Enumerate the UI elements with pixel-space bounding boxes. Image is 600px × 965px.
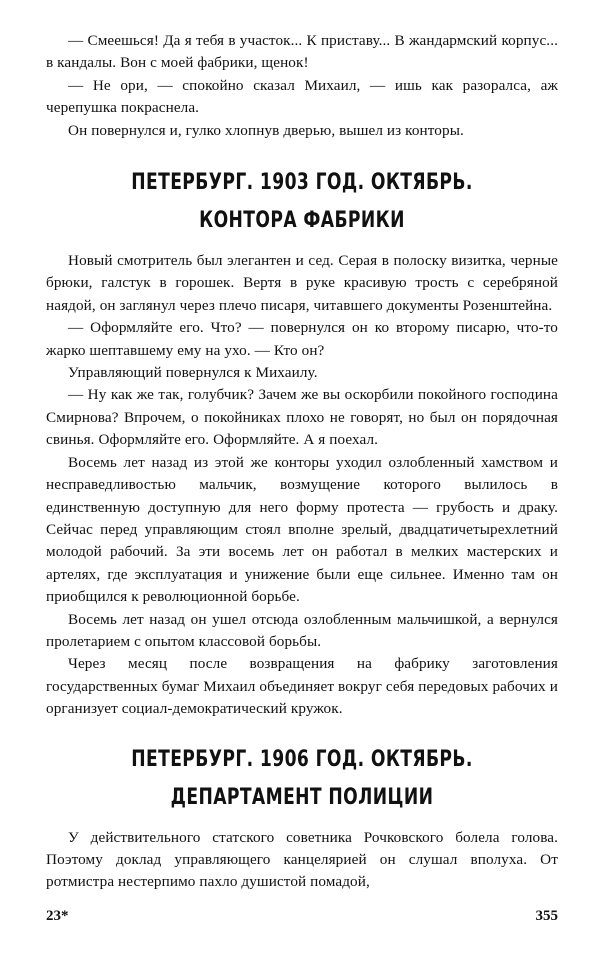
paragraph: — Ну как же так, голубчик? Зачем же вы оскорбили покойного господина Смирнова? Впрочем, о покойниках плохо не говорят, но был он порядочная свинья. Оформляйте его. Оформляйте. А я поехал. bbox=[46, 386, 558, 449]
heading-line: ПЕТЕРБУРГ. 1903 ГОД. ОКТЯБРЬ. bbox=[131, 170, 473, 196]
paragraph: — Не ори, — спокойно сказал Михаил, — ишь как разоралса, аж черепушка покраснела. bbox=[46, 76, 558, 117]
paragraph: Он повернулся и, гулко хлопнув дверью, вышел из конторы. bbox=[68, 121, 464, 139]
paragraph: Восемь лет назад он ушел отсюда озлобленным мальчишкой, а вернулся пролетарием с опытом классовой борьбы. bbox=[46, 610, 558, 650]
heading-line: ПЕТЕРБУРГ. 1906 ГОД. ОКТЯБРЬ. bbox=[131, 746, 473, 772]
section-heading-2 bbox=[46, 741, 558, 817]
paragraph: — Оформляйте его. Что? — повернулся он ко второму писарю, что-то жарко шептавшему ему на ухо. — Кто он? bbox=[46, 319, 558, 359]
paragraph: Восемь лет назад из этой же конторы уходил озлобленный хамством и несправедливостью мальчик, возмущение которого вылилось в единственную доступную для него форму протеста — грубость и драку. Сейчас перед управляющим стоял вполне зрелый, двадцатичетырехлетний молодой рабочий. За эти восемь лет он работал в мелких мастерских и артелях, где эксплуатация и унижение были еще сильнее. Именно там он приобщился к революционной борьбе. bbox=[46, 453, 558, 606]
page-number: 355 bbox=[535, 908, 558, 924]
section-heading-1 bbox=[46, 164, 558, 240]
signature-mark: 23* bbox=[46, 908, 69, 924]
paragraph: Через месяц после возвращения на фабрику заготовления государственных бумаг Михаил объединяет вокруг себя передовых рабочих и организует социал-демократический кружок. bbox=[46, 655, 558, 718]
paragraph: Новый смотритель был элегантен и сед. Серая в полоску визитка, черные брюки, галстук в горошек. Вертя в руке красивую трость с серебряной наядой, он заглянул через плечо писаря, читавшего документы Розенштейна. bbox=[46, 252, 558, 314]
page-text bbox=[46, 30, 558, 894]
heading-line: КОНТОРА ФАБРИКИ bbox=[199, 208, 405, 234]
paragraph: У действительного статского советника Рочковского болела голова. Поэтому доклад управляющего канцелярией он слушал вполуха. От ротмистра нестерпимо пахло душистой помадой, bbox=[46, 828, 558, 891]
heading-line: ДЕПАРТАМЕНТ ПОЛИЦИИ bbox=[170, 784, 434, 810]
paragraph: Управляющий повернулся к Михаилу. bbox=[68, 364, 318, 382]
paragraph: — Смеешься! Да я тебя в участок... К приставу... В жандармский корпус... в кандалы. Вон с моей фабрики, щенок! bbox=[46, 32, 558, 72]
